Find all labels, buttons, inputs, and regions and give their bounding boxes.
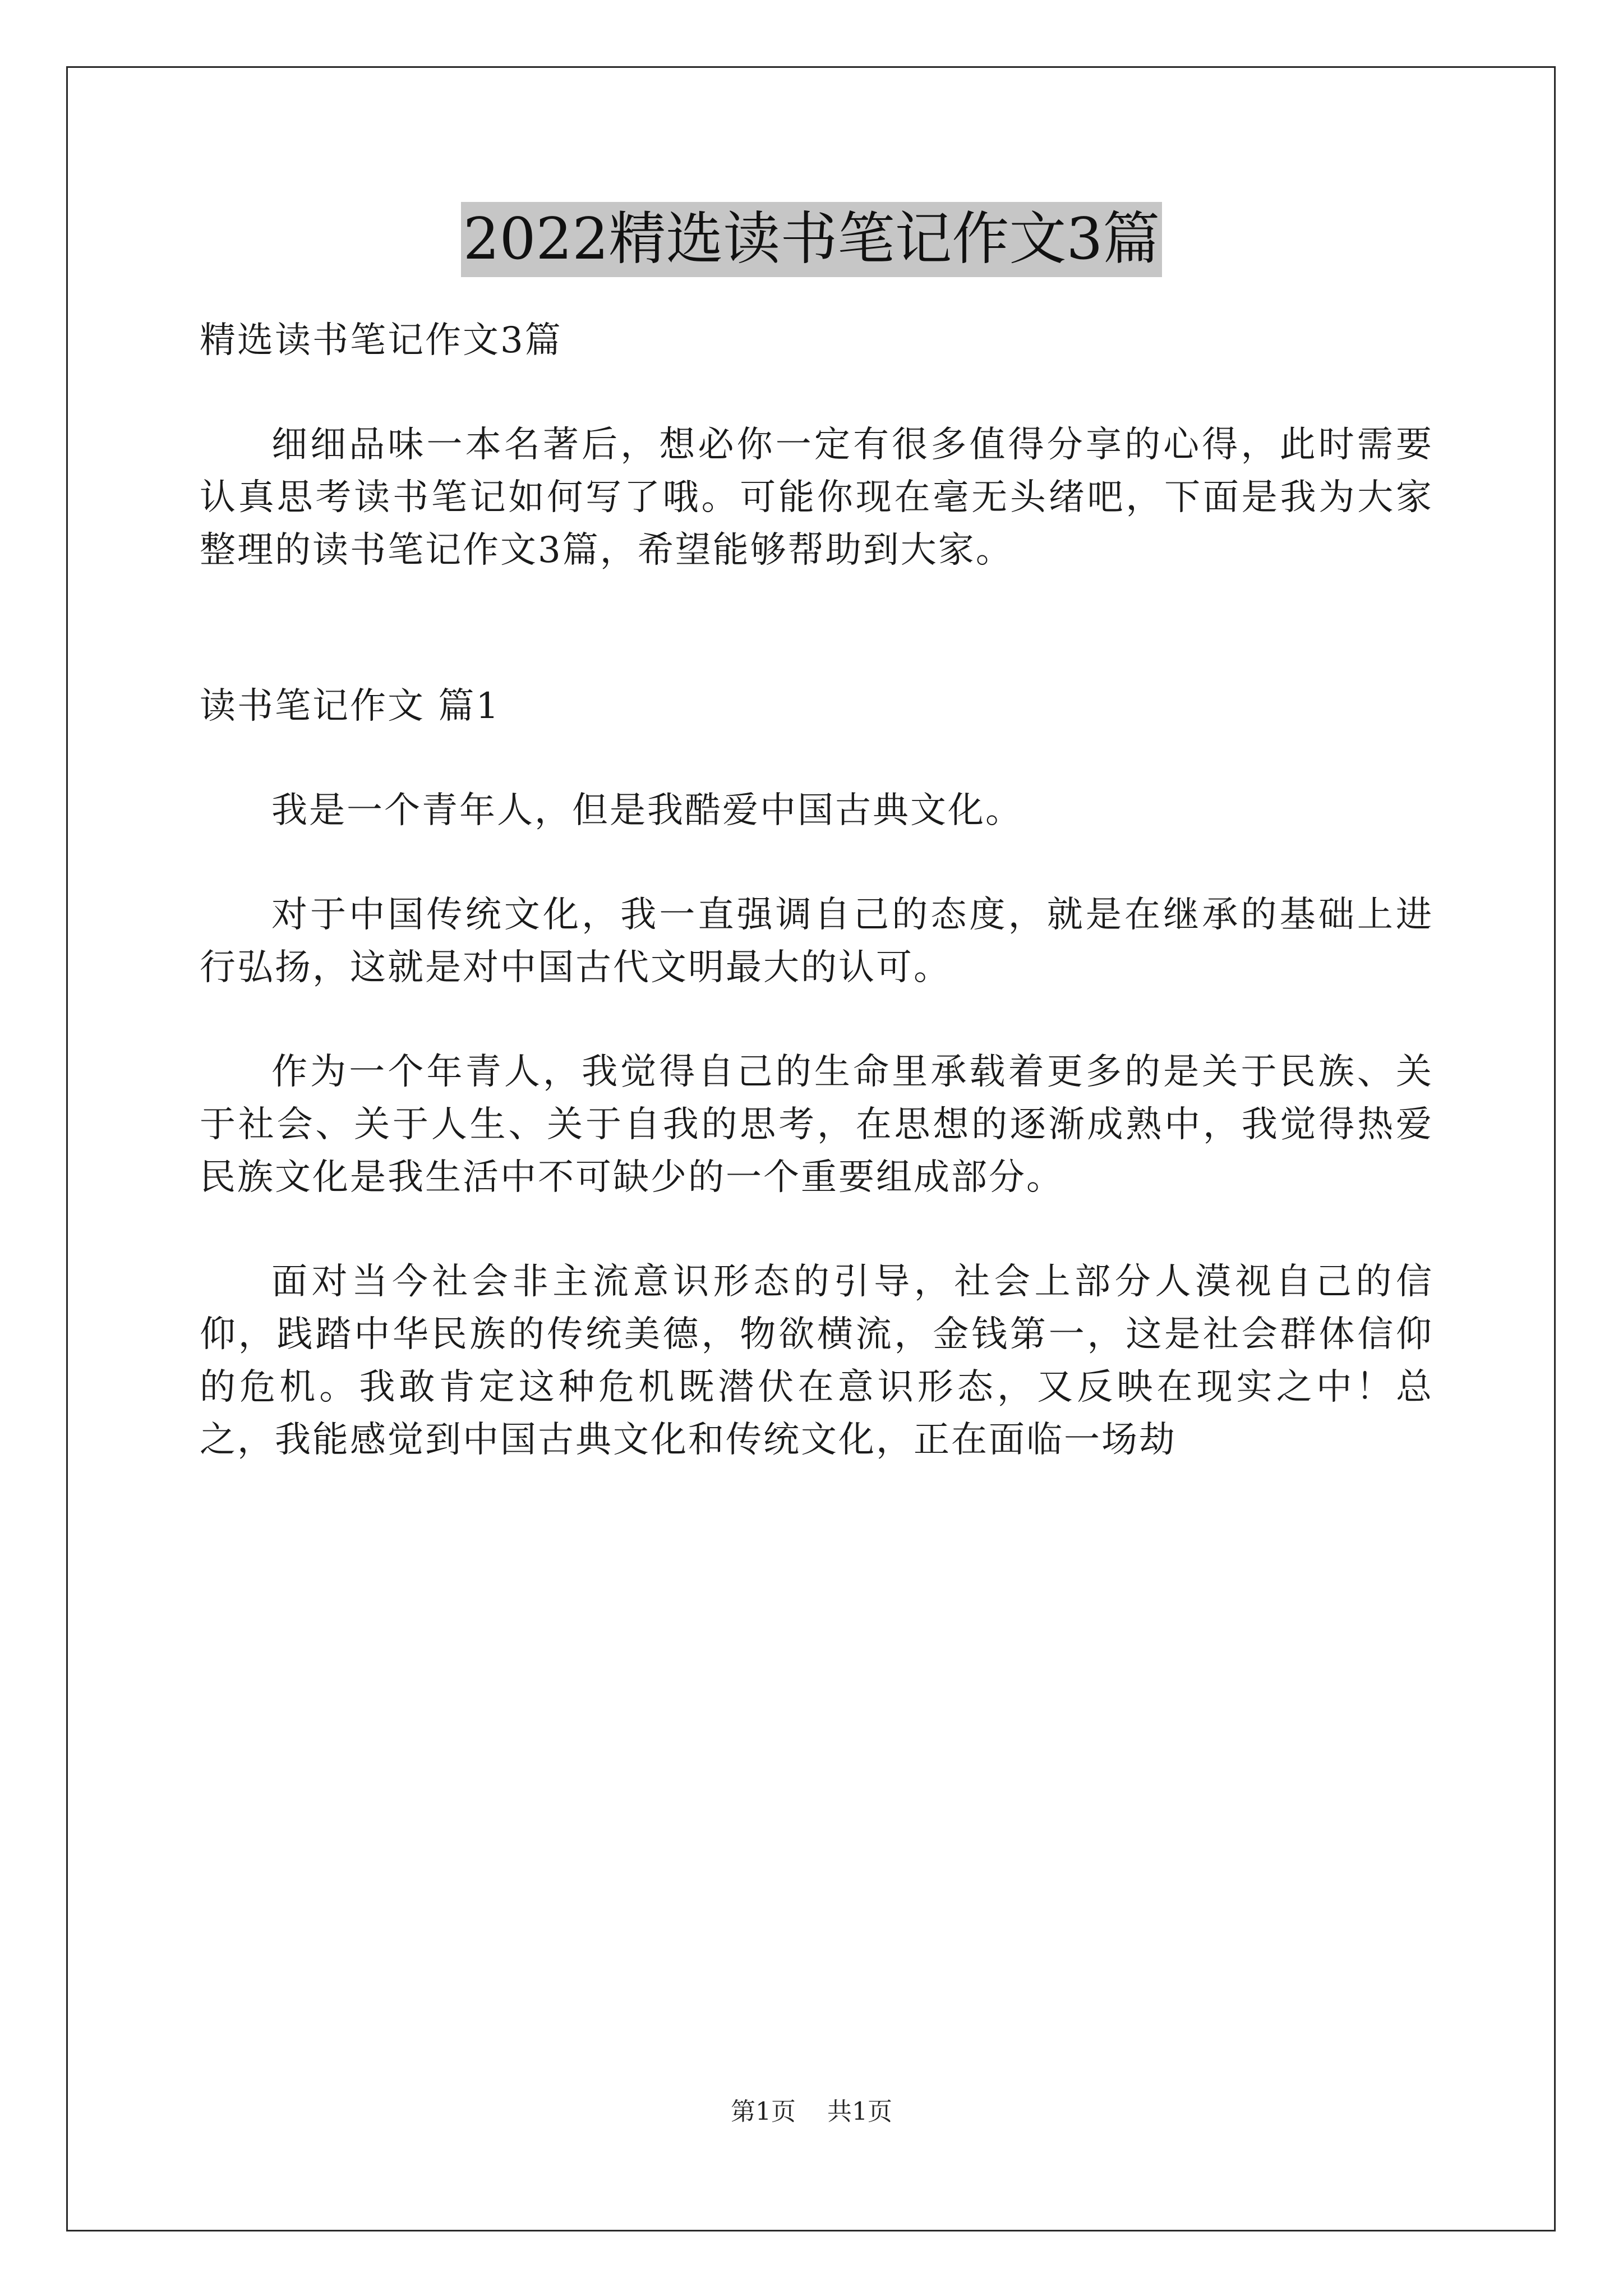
document-subtitle: 精选读书笔记作文3篇	[200, 320, 562, 361]
intro-paragraph: 细细品味一本名著后，想必你一定有很多值得分享的心得，此时需要认真思考读书笔记如何写了哦。可能你现在毫无头绪吧，下面是我为大家整理的读书笔记作文3篇，希望能够帮助到大家。	[200, 424, 1433, 571]
page-total: 共1页	[827, 2097, 892, 2126]
body-paragraph-4: 面对当今社会非主流意识形态的引导，社会上部分人漠视自己的信仰，践踏中华民族的传统美德，物欲横流，金钱第一，这是社会群体信仰的危机。我敢肯定这种危机既潜伏在意识形态，又反映在现实之中！总之，我能感觉到中国古典文化和传统文化，正在面临一场劫	[200, 1261, 1433, 1461]
title-container	[0, 202, 1623, 277]
body-paragraph-3: 作为一个年青人，我觉得自己的生命里承载着更多的是关于民族、关于社会、关于人生、关于自我的思考，在思想的逐渐成熟中，我觉得热爱民族文化是我生活中不可缺少的一个重要组成部分。	[200, 1051, 1433, 1198]
body-paragraph-1: 我是一个青年人，但是我酷爱中国古典文化。	[271, 790, 1023, 831]
body-paragraph-2: 对于中国传统文化，我一直强调自己的态度，就是在继承的基础上进行弘扬，这就是对中国古代文明最大的认可。	[200, 894, 1433, 988]
document-body	[200, 314, 1433, 1518]
page-footer	[0, 2091, 1623, 2127]
page-number: 第1页	[731, 2097, 796, 2126]
document-title: 2022精选读书笔记作文3篇	[461, 202, 1162, 277]
section-heading: 读书笔记作文 篇1	[200, 685, 501, 727]
